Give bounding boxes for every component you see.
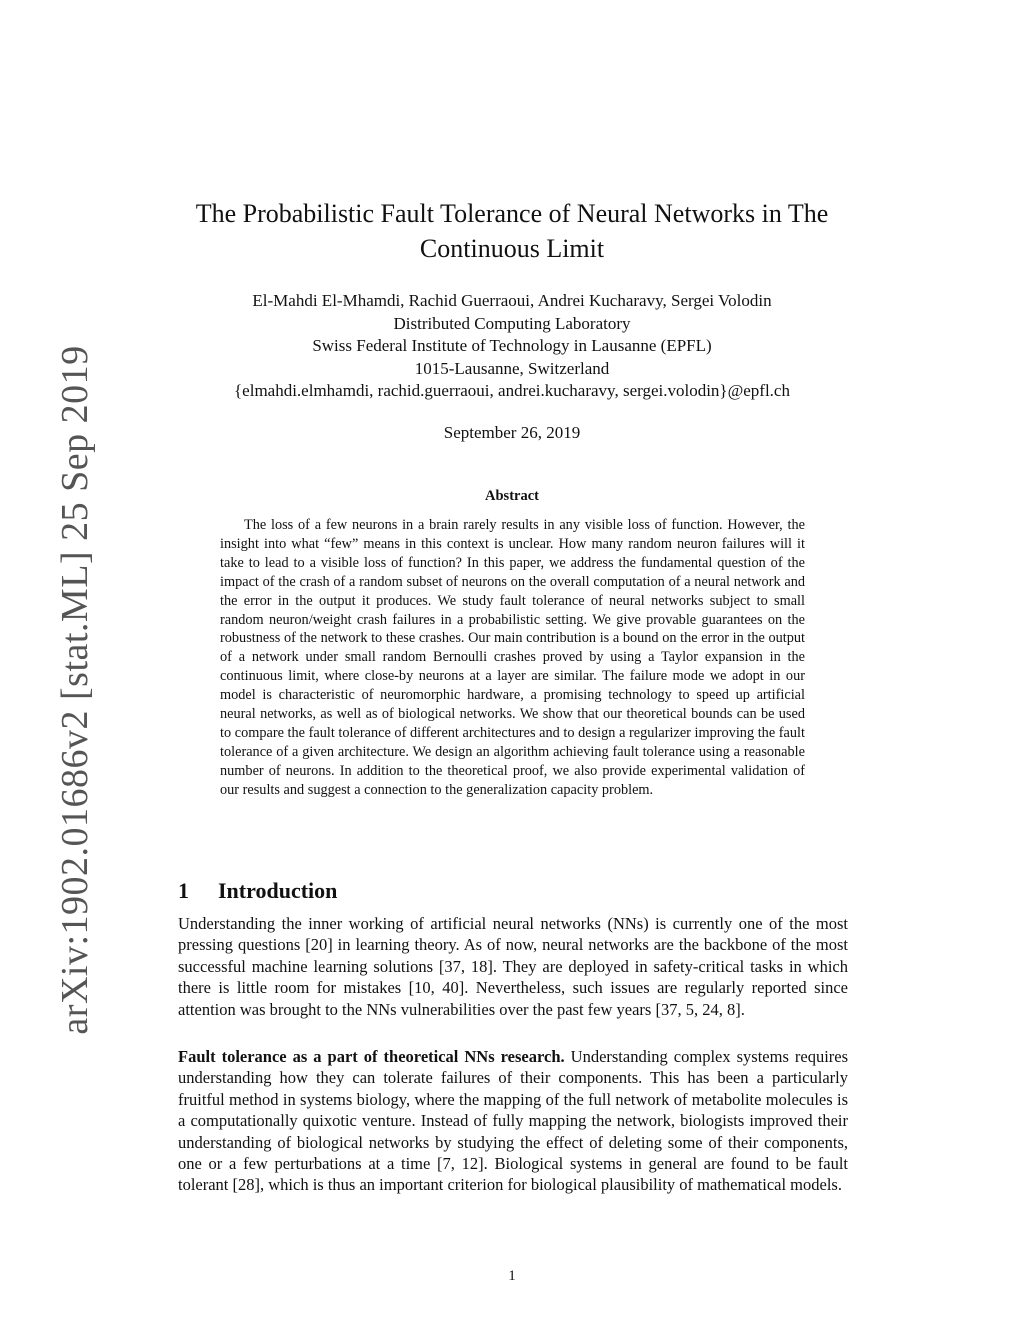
author-emails: {elmahdi.elmhamdi, rachid.guerraoui, andrei.kucharavy, sergei.volodin}@epfl.ch [234, 381, 790, 400]
paragraph-body: Understanding complex systems requires understanding how they can tolerate failures of their components. This has been a particularly fruitful method in systems biology, where the mapping of the full network of metabolite molecules is a computationally quixotic venture. Instead of fully mapping the network, biologists improved their understanding of biological networks by studying the effect of deleting some of their components, one or a few perturbations at a time [7, 12]. Biological systems in general are found to be fault tolerant [28], which is thus an important criterion for biological plausibility of mathematical models. [178, 1047, 849, 1195]
author-address: 1015-Lausanne, Switzerland [414, 358, 610, 378]
author-block [130, 290, 894, 403]
section-number: 1 [178, 878, 189, 903]
author-institute: Swiss Federal Institute of Technology in Lausanne (EPFL) [312, 336, 712, 355]
abstract-heading: Abstract [485, 488, 539, 504]
paper-title: The Probabilistic Fault Tolerance of Neural Networks in The Continuous Limit [195, 199, 829, 263]
section-heading [178, 878, 337, 904]
intro-paragraph-2 [178, 1046, 848, 1196]
page-number: 1 [508, 1268, 516, 1284]
paragraph-lead: Fault tolerance as a part of theoretical NNs research. [178, 1047, 565, 1066]
intro-paragraph-1: Understanding the inner working of artificial neural networks (NNs) is currently one of the most pressing questions [20] in learning theory. As of now, neural networks are the backbone of the most successful machine learning solutions [37, 18]. They are deployed in safety-critical tasks in which there is little room for mistakes [10, 40]. Nevertheless, such issues are regularly reported since attention was brought to the NNs vulnerabilities over the past few years [37, 5, 24, 8]. [178, 914, 848, 1019]
author-names: El-Mahdi El-Mhamdi, Rachid Guerraoui, Andrei Kucharavy, Sergei Volodin [252, 291, 772, 310]
author-lab: Distributed Computing Laboratory [393, 313, 631, 333]
abstract-text: The loss of a few neurons in a brain rarely results in any visible loss of function. However, the insight into what “few” means in this context is unclear. How many random neuron failures will it take to lead to a visible loss of function? In this paper, we address the fundamental question of the impact of the crash of a random subset of neurons on the overall computation of a neural network and the error in the output it produces. We study fault tolerance of neural networks subject to small random neuron/weight crash failures in a probabilistic setting. We give provable guarantees on the robustness of the network to these crashes. Our main contribution is a bound on the error in the output of a network under small random Bernoulli crashes proved by using a Taylor expansion in the continuous limit, where close-by neurons at a layer are similar. The failure mode we adopt in our model is characteristic of neuromorphic hardware, a promising technology to speed up artificial neural networks, as well as of biological networks. We show that our theoretical bounds can be used to compare the fault tolerance of different architectures and to design a regularizer improving the fault tolerance of a given architecture. We design an algorithm achieving fault tolerance using a reasonable number of neurons. In addition to the theoretical proof, we also provide experimental validation of our results and suggest a connection to the generalization capacity problem. [220, 517, 805, 798]
section-title: Introduction [218, 878, 338, 903]
paper-date: September 26, 2019 [443, 423, 581, 442]
arxiv-identifier: arXiv:1902.01686v2 [stat.ML] 25 Sep 2019 [54, 345, 96, 1035]
